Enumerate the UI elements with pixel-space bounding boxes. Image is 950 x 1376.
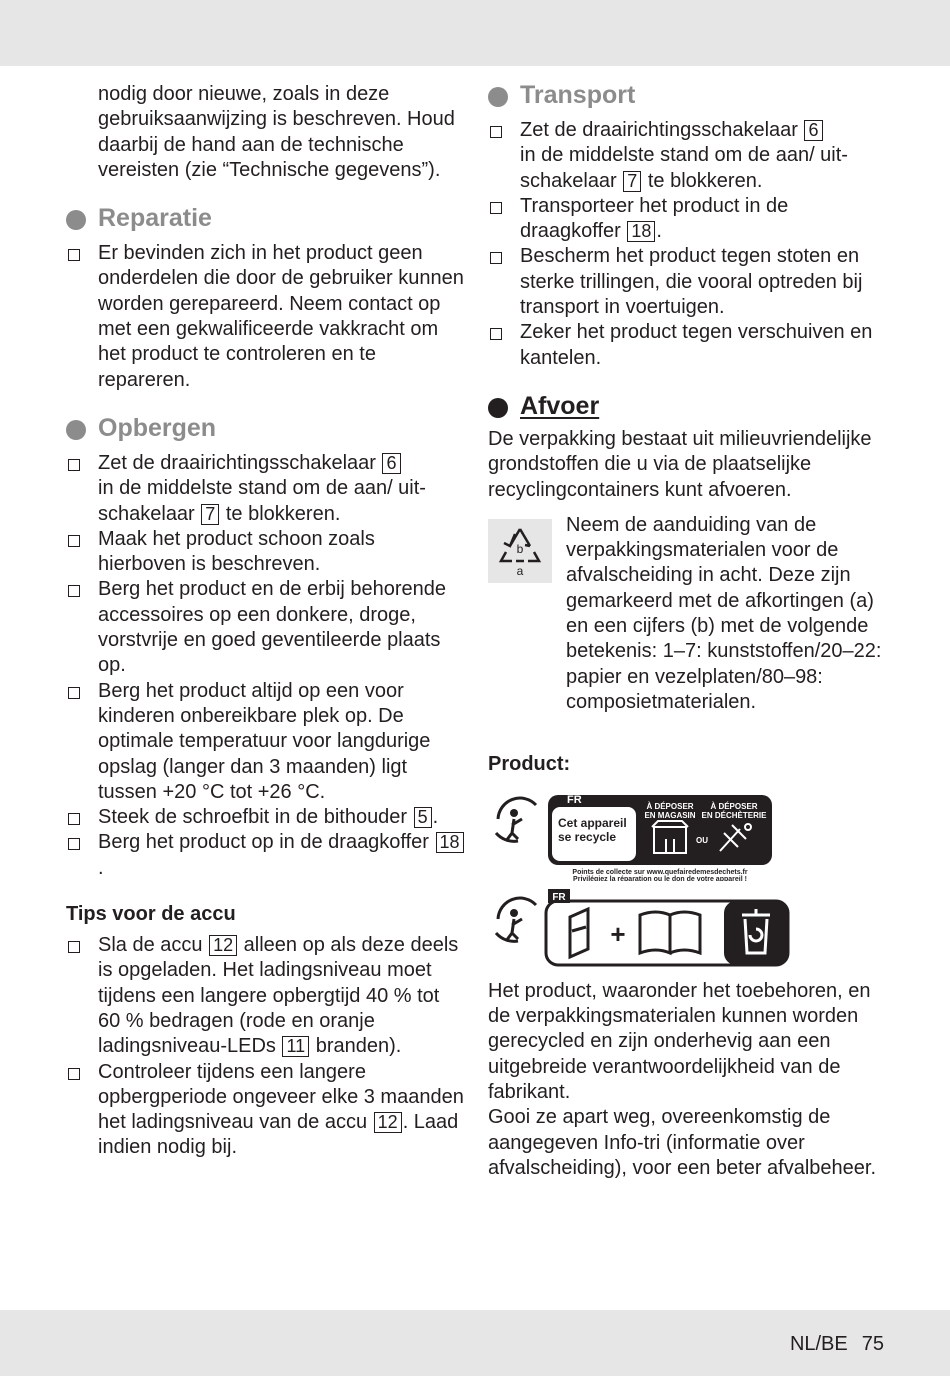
section-heading-opbergen bbox=[66, 413, 466, 443]
bullet-dot-icon bbox=[488, 87, 508, 107]
part-reference: 11 bbox=[282, 1036, 309, 1057]
tips-list bbox=[66, 933, 466, 1161]
part-reference: 12 bbox=[209, 935, 237, 956]
afvoer-outro: Het product, waaronder het toebehoren, en de verpakkingsmaterialen kunnen worden gerecycled en zijn onderhevig aan een uitgebreide verantwoordelijkheid van de fabrikant. bbox=[488, 979, 871, 1104]
part-reference: 18 bbox=[627, 221, 655, 242]
recycle-note-row bbox=[488, 513, 888, 743]
opbergen-list bbox=[66, 451, 466, 881]
afvoer-intro: De verpakking bestaat uit milieuvriendelijke grondstoffen die u via de plaatselijke recyclingcontainers kunt afvoeren. bbox=[488, 427, 872, 501]
list-item: Zet de draairichtingsschakelaar 6 in de middelste stand om de aan/ uit-schakelaar 7 te blokkeren. bbox=[66, 451, 466, 527]
triman-badge-packaging bbox=[488, 887, 888, 971]
svg-text:OU: OU bbox=[696, 835, 708, 845]
list-item: Sla de accu 12 alleen op als deze deels is opgeladen. Het ladingsniveau moet tijdens een langere opbergtijd 40 % tot 60 % bedragen (rode en oranje ladingsniveau-LEDs 11 branden). bbox=[66, 933, 466, 1059]
list-item: Bescherm het product tegen stoten en sterke trillingen, die vooral optreden bij transport in voertuigen. bbox=[488, 244, 888, 320]
svg-text:À DÉPOSER: À DÉPOSER bbox=[710, 801, 758, 811]
section-title: Opbergen bbox=[98, 413, 217, 442]
section-heading-transport bbox=[488, 80, 888, 110]
left-column bbox=[66, 80, 466, 1161]
section-title: Transport bbox=[520, 81, 636, 109]
footer-language: NL/BE bbox=[789, 1333, 848, 1355]
list-item: Berg het product altijd op een voor kinderen onbereikbare plek op. De optimale temperatuur voor langdurige opslag (langer dan 3 maanden) ligt tussen +20 °C tot +26 °C. bbox=[66, 679, 466, 805]
svg-text:FR: FR bbox=[567, 793, 582, 806]
section-heading-reparatie bbox=[66, 203, 466, 233]
svg-text:+: + bbox=[610, 918, 626, 949]
list-item: Berg het product en de erbij behorende accessoires op een donkere, droge, vorstvrije en goed geventileerde plaats op. bbox=[66, 577, 466, 678]
svg-text:FR: FR bbox=[552, 891, 566, 903]
svg-text:Privilégiez la réparation ou l: Privilégiez la réparation ou le don de votre appareil ! bbox=[573, 875, 747, 881]
svg-text:b: b bbox=[516, 541, 524, 556]
part-reference: 7 bbox=[623, 171, 641, 192]
checkbox-square-icon bbox=[68, 813, 80, 825]
triman-person-icon bbox=[496, 898, 536, 941]
list-item: Controleer tijdens een langere opbergperiode ongeveer elke 3 maanden het ladingsniveau van de accu 12 . Laad indien nodig bij. bbox=[66, 1060, 466, 1161]
checkbox-square-icon bbox=[68, 838, 80, 850]
svg-text:Cet appareil: Cet appareil bbox=[558, 815, 627, 830]
checkbox-square-icon bbox=[68, 687, 80, 699]
part-reference: 7 bbox=[201, 504, 219, 525]
checkbox-square-icon bbox=[68, 535, 80, 547]
part-reference: 6 bbox=[804, 120, 822, 141]
footer bbox=[776, 1333, 884, 1356]
checkbox-square-icon bbox=[490, 328, 502, 340]
recycle-note-text: Neem de aanduiding van de verpakkingsmaterialen voor de afvalscheiding in acht. Deze zijn gemarkeerd met de afkortingen (a) en een cijfers (b) met de volgende betekenis: 1–7: kunststoffen/20–22: papier en vezelplaten/80–98: composietmaterialen. bbox=[566, 513, 882, 713]
section-title: Afvoer bbox=[520, 391, 600, 420]
checkbox-square-icon bbox=[68, 459, 80, 471]
checkbox-square-icon bbox=[68, 249, 80, 261]
part-reference: 6 bbox=[382, 453, 400, 474]
checkbox-square-icon bbox=[490, 252, 502, 264]
triman-person-icon bbox=[496, 798, 536, 841]
reparatie-list bbox=[66, 241, 466, 393]
product-label: Product: bbox=[488, 752, 571, 775]
intro-paragraph: nodig door nieuwe, zoals in deze gebruiksaanwijzing is beschreven. Houd daarbij de hand aan de technische vereisten (zie “Technische gegevens”). bbox=[98, 83, 455, 181]
svg-text:a: a bbox=[516, 563, 524, 578]
list-item: Berg het product op in de draagkoffer 18. bbox=[66, 830, 466, 881]
section-heading-afvoer bbox=[488, 391, 888, 421]
right-column bbox=[488, 80, 888, 1181]
checkbox-square-icon bbox=[68, 1068, 80, 1080]
checkbox-square-icon bbox=[490, 126, 502, 138]
svg-text:À DÉPOSER: À DÉPOSER bbox=[646, 801, 694, 811]
list-item: Transporteer het product in de draagkoffer 18 . bbox=[488, 194, 888, 245]
bullet-dot-icon bbox=[66, 420, 86, 440]
recycle-triangle-icon bbox=[488, 519, 552, 583]
list-item: Zeker het product tegen verschuiven en kantelen. bbox=[488, 320, 888, 371]
transport-list bbox=[488, 118, 888, 371]
svg-text:EN MAGASIN: EN MAGASIN bbox=[644, 810, 696, 820]
svg-text:se recycle: se recycle bbox=[558, 829, 617, 844]
part-reference: 5 bbox=[414, 807, 432, 828]
part-reference: 18 bbox=[436, 832, 464, 853]
list-item: Zet de draairichtingsschakelaar 6 in de middelste stand om de aan/ uit-schakelaar 7 te blokkeren. bbox=[488, 118, 888, 194]
tips-heading: Tips voor de accu bbox=[66, 903, 236, 926]
afvoer-outro-2: Gooi ze apart weg, overeenkomstig de aangegeven Info-tri (informatie over afvalscheiding), voor een beter afvalbeheer. bbox=[488, 1106, 877, 1179]
part-reference: 12 bbox=[374, 1112, 402, 1133]
bullet-dot-icon bbox=[66, 210, 86, 230]
list-item: Er bevinden zich in het product geen onderdelen die door de gebruiker kunnen worden gerepareerd. Neem contact op met een gekwalificeerde vakkracht om het product te controleren en te repareren. bbox=[66, 241, 466, 393]
checkbox-square-icon bbox=[490, 202, 502, 214]
svg-text:EN DÉCHÈTERIE: EN DÉCHÈTERIE bbox=[701, 810, 767, 820]
triman-badge-appliance bbox=[488, 789, 888, 879]
bullet-dot-icon bbox=[488, 398, 508, 418]
list-item: Maak het product schoon zoals hierboven is beschreven. bbox=[66, 527, 466, 578]
list-item: Steek de schroefbit in de bithouder 5 . bbox=[66, 805, 466, 830]
svg-text:Points de collecte sur www.que: Points de collecte sur www.quefairedemesdechets.fr bbox=[572, 868, 748, 876]
checkbox-square-icon bbox=[68, 585, 80, 597]
section-title: Reparatie bbox=[98, 204, 212, 233]
checkbox-square-icon bbox=[68, 941, 80, 953]
top-band bbox=[0, 0, 950, 66]
page-number: 75 bbox=[861, 1333, 884, 1355]
